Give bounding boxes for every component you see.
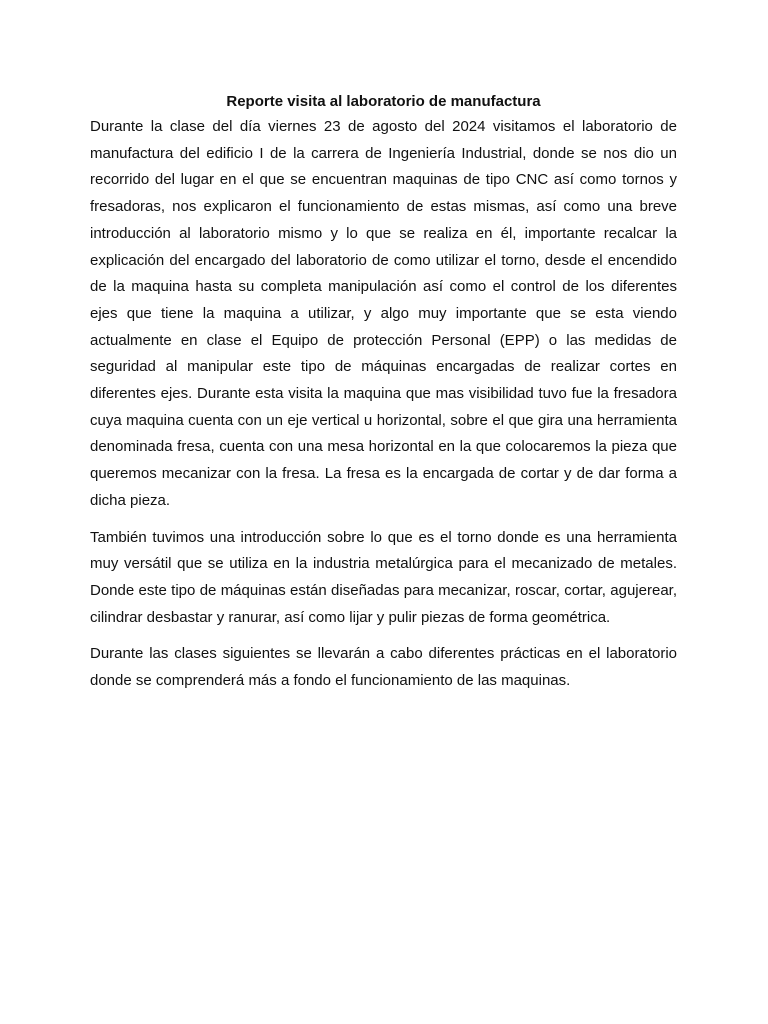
paragraph-visit-description: Durante la clase del día viernes 23 de agosto del 2024 visitamos el laboratorio de manufactura del edificio I de la carrera de Ingeniería Industrial, donde se nos dio un recorrido del lugar en el que se encuentran maquinas de tipo CNC así como tornos y fresadoras, nos explicaron el funcionamiento de estas mismas, así como una breve introducción al laboratorio mismo y lo que se realiza en él, importante recalcar la explicación del encargado del laboratorio de como utilizar el torno, desde el encendido de la maquina hasta su completa manipulación así como el control de los diferentes ejes que tiene la maquina a utilizar, y algo muy importante que se esta viendo actualmente en clase el Equipo de protección Personal (EPP) o las medidas de seguridad al manipular este tipo de máquinas encargadas de realizar cortes en diferentes ejes. Durante esta visita la maquina que mas visibilidad tuvo fue la fresadora cuya maquina cuenta con un eje vertical u horizontal, sobre el que gira una herramienta denominada fresa, cuenta con una mesa horizontal en la que colocaremos la pieza que queremos mecanizar con la fresa. La fresa es la encargada de cortar y de dar forma a dicha pieza. bbox=[90, 118, 677, 509]
document-body bbox=[90, 90, 677, 695]
paragraph-upcoming-practices: Durante las clases siguientes se llevarán a cabo diferentes prácticas en el laboratorio donde se comprenderá más a fondo el funcionamiento de las maquinas. bbox=[90, 645, 677, 690]
document-title: Reporte visita al laboratorio de manufactura bbox=[226, 93, 541, 110]
paragraph-lathe-introduction: También tuvimos una introducción sobre lo que es el torno donde es una herramienta muy versátil que se utiliza en la industria metalúrgica para el mecanizado de metales. Donde este tipo de máquinas están diseñadas para mecanizar, roscar, cortar, agujerear, cilindrar desbastar y ranurar, así como lijar y pulir piezas de forma geométrica. bbox=[90, 528, 677, 626]
